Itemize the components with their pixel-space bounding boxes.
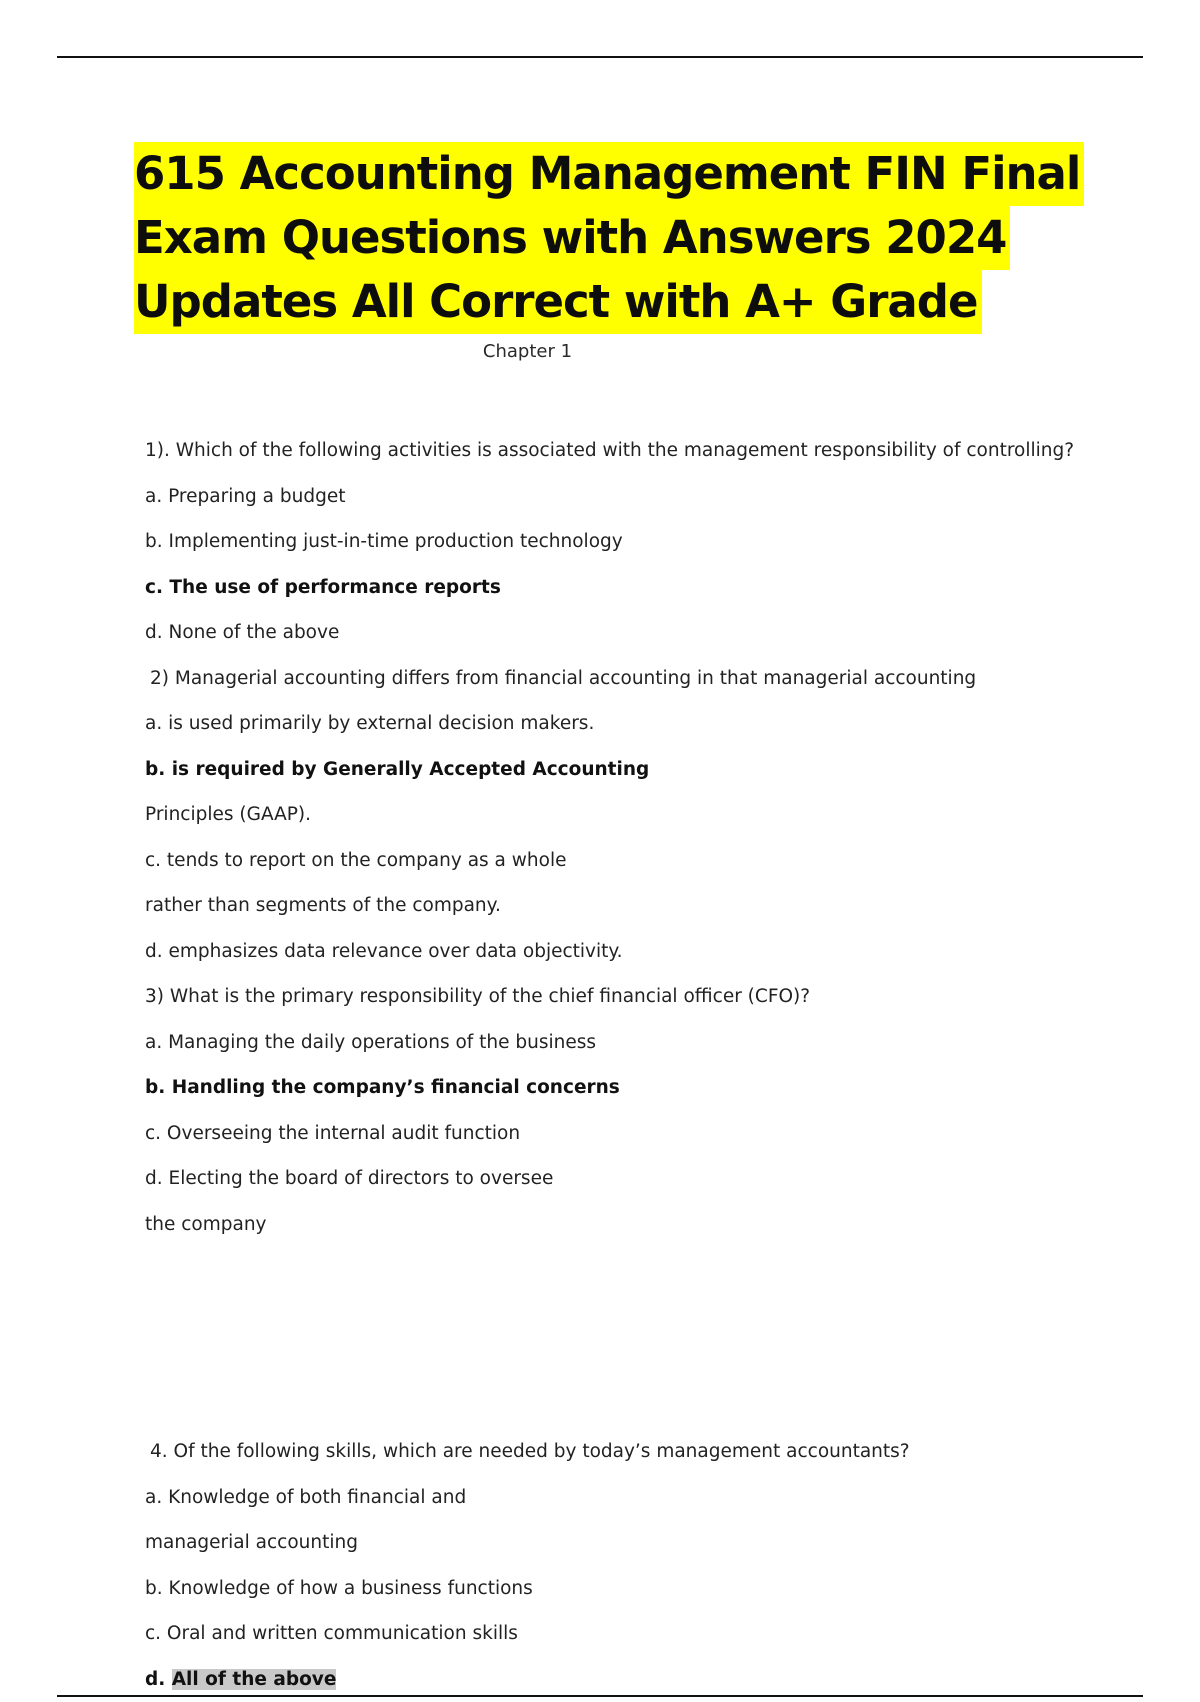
title-line-2: Exam Questions with Answers 2024 (134, 206, 1010, 270)
title-line-3: Updates All Correct with A+ Grade (134, 270, 982, 334)
question-2-option-c-continued: rather than segments of the company. (145, 883, 1145, 929)
question-1-option-c-answer: c. The use of performance reports (145, 565, 1145, 611)
highlighted-answer: All of the above (172, 1669, 337, 1690)
question-3-option-a: a. Managing the daily operations of the business (145, 1020, 1145, 1066)
chapter-heading: Chapter 1 (0, 340, 1055, 364)
question-2-option-c: c. tends to report on the company as a whole (145, 838, 1145, 884)
question-4-option-a: a. Knowledge of both financial and (145, 1475, 1145, 1521)
question-3-option-b-answer: b. Handling the company’s financial concerns (145, 1065, 1145, 1111)
question-3-option-c: c. Overseeing the internal audit function (145, 1111, 1145, 1157)
section-spacer (145, 1247, 1145, 1429)
question-3-option-d-continued: the company (145, 1202, 1145, 1248)
document-title (134, 142, 1034, 334)
question-2-option-a: a. is used primarily by external decision makers. (145, 701, 1145, 747)
question-4-option-a-continued: managerial accounting (145, 1520, 1145, 1566)
question-1-option-d: d. None of the above (145, 610, 1145, 656)
question-4-option-c: c. Oral and written communication skills (145, 1611, 1145, 1657)
title-line-1: 615 Accounting Management FIN Final (134, 142, 1084, 206)
question-2-text: 2) Managerial accounting differs from financial accounting in that managerial accounting (145, 656, 1145, 702)
question-4-text: 4. Of the following skills, which are needed by today’s management accountants? (145, 1429, 1145, 1475)
question-2-option-b-answer: b. is required by Generally Accepted Accounting (145, 747, 1145, 793)
question-3-option-d: d. Electing the board of directors to oversee (145, 1156, 1145, 1202)
question-4-option-b: b. Knowledge of how a business functions (145, 1566, 1145, 1612)
question-4-option-d-prefix: d. (145, 1669, 172, 1690)
question-1-option-a: a. Preparing a budget (145, 474, 1145, 520)
question-1-option-b: b. Implementing just-in-time production technology (145, 519, 1145, 565)
question-1-text: 1). Which of the following activities is associated with the management responsibility of controlling? (145, 428, 1145, 474)
question-2-option-b-continued: Principles (GAAP). (145, 792, 1145, 838)
top-rule (57, 56, 1143, 58)
question-3-text: 3) What is the primary responsibility of the chief financial officer (CFO)? (145, 974, 1145, 1020)
bottom-rule (57, 1695, 1143, 1697)
question-2-option-d: d. emphasizes data relevance over data objectivity. (145, 929, 1145, 975)
questions-body (145, 428, 1145, 1702)
